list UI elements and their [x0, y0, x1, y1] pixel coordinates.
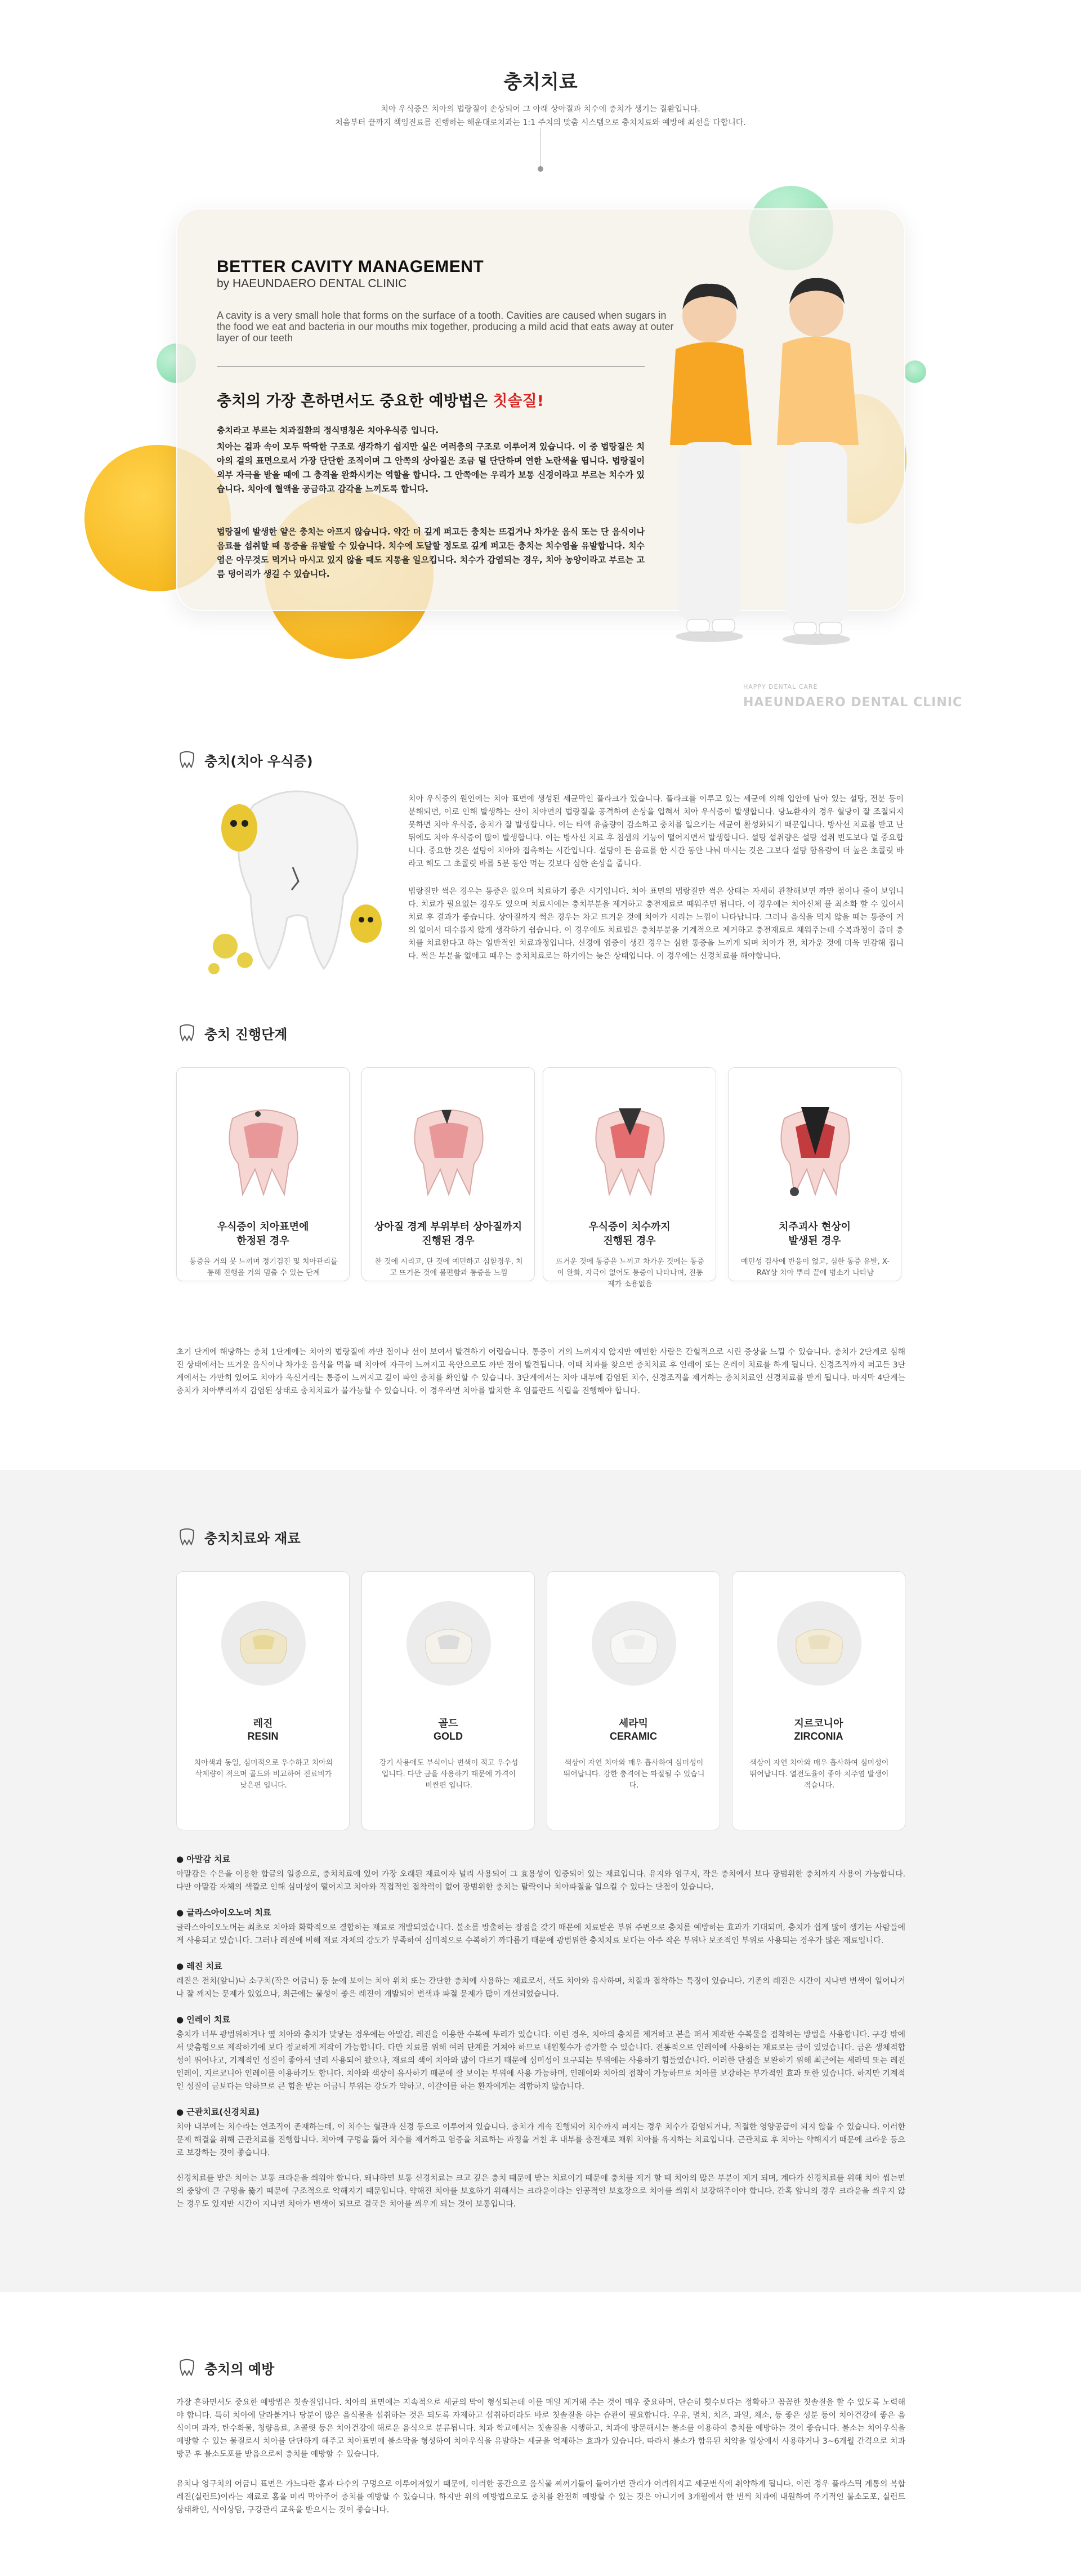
- material-name-kr: 골드: [438, 1718, 458, 1730]
- stage-title-line1: 우식증이 치수까지: [588, 1221, 671, 1233]
- stage-title-line1: 우식증이 치아표면에: [217, 1221, 309, 1233]
- material-name-kr: 레진: [253, 1718, 273, 1730]
- stages-section-header: [176, 1022, 287, 1044]
- stage-description: 뜨거운 것에 통증을 느끼고 차가운 것에는 통증이 완화, 자극이 없어도 통증이 나타나며, 진통제가 소용없음: [556, 1258, 704, 1289]
- intro-question-prefix: 충치의 가장 흔하면서도 중요한 예방법은: [217, 393, 493, 410]
- hero-desc-line2: 처음부터 끝까지 책임진료를 진행하는 해운대로치과는 1:1 주치의 맞춤 시스템으로 충치치료와 예방에 최선을 다합니다.: [335, 118, 746, 127]
- intro-paragraph-2: 법랑질에 발생한 얕은 충치는 아프지 않습니다. 약간 더 깊게 퍼고든 충치는 뜨겁거나 차가운 음식 또는 단 음식이나 음료를 섭취할 때 통증을 유발할 수 있습니다. 치수에 도달할 정도로 깊게 퍼고든 충치는 치수염을 유발합니다. 치수염은 아무것도 먹거나 마시고 있지 않을 때도 지통을 일으킵니다. 치수가 감염되는 경우, 치아 농양이라고 부르는 고름 덩어리가 생길 수 있습니다.: [217, 527, 645, 579]
- intro-para1-line1: 충치라고 부르는 치과질환의 정식명칭은 치아우식증 입니다.: [217, 425, 439, 435]
- clinic-logo-icon: [176, 1022, 198, 1044]
- stage-card: [176, 1067, 350, 1281]
- tooth-stage-icon: [588, 1102, 672, 1197]
- treatment-title: ● 근관치료(신경치료): [176, 2107, 260, 2117]
- treatment-text: 충치가 너무 광범위하거나 옆 치아와 충치가 맞닿는 경우에는 아말감, 레진을 이용한 수복에 무리가 있습니다. 이런 경우, 치아의 충치를 제거하고 본을 떠서 제작한 수복물을 접착하는 방법을 사용합니다. 구강 밖에서 맞춤형으로 제작하기에 보다 정교하게 제작이 가능합니다. 다만 치료를 위해 여러 단계를 거쳐야 하므로 내원횟수가 증가할 수 있습니다. 전통적으로 인레이에 사용하는 재료로는 금이 있었습니다. 금은 생체적합성이 뛰어나고, 기계적인 성질이 좋아서 널리 사용되어 왔으나, 재료의 색이 치아와 많이 다르기 때문에 심미성이 요구되는 부위에는 사용하기 힘들었습니다. 이러한 단점을 보완하기 위해 최근에는 세라믹 또는 레진 인레이, 지르코니아 인레이를 이용하기도 합니다. 치아와 색상이 유사하기 때문에 잘 보이는 부위에 사용 가능하며, 인레이와 치아의 접착이 가능하므로 치아를 보강하는 부가적인 효과 또한 있습니다. 하지만 기계적인 성질이 금보다는 약하므로 큰 힘을 받는 어금니 부위는 강도가 약하고, 이갈이를 하는 환자에게는 적합하지 않습니다.: [176, 2030, 905, 2091]
- treatment-text: 신경치료를 받은 치아는 보통 크라운을 씌워야 합니다. 왜냐하면 보통 신경치료는 크고 깊은 충치 때문에 받는 치료이기 때문에 충치를 제거 할 때 치아의 많은 부분이 제거 되며, 계다가 신경치료를 위해 치아 씹는면의 중앙에 큰 구멍을 뚫기 때문에 구조적으로 약해지기 때문입니다. 약해진 치아를 보호하기 위해서는 크라운이라는 인공적인 보호장으로 치아를 씌워서 보강해주어야 합니다. 간혹 앞니의 경우 크라운을 씌우지 않는 경우도 있지만 시간이 지나면 치아가 변색이 되므로 결국은 치아를 씌우게 되는 것이 보통입니다.: [176, 2174, 905, 2209]
- inlay-icon: [235, 1621, 292, 1666]
- prevention-paragraph-2: 유치나 영구치의 어금니 표면은 가느다란 홈과 다수의 구멍으로 이루어져있기 때문에, 이러한 공간으로 음식물 찌꺼기들이 들어가면 관리가 어려워지고 세균번식에 취약하게 됩니다. 이런 경우 플라스틱 계통의 복합레진(실런트)이라는 재료로 홈을 미리 막아주어 충치를 예방할 수 있습니다. 하지만 위의 예방법으로도 충치를 완전히 예방할 수 있는 것은 아니기에 3개월에서 한 번씩 치과에 내원하여 주기적인 불소도포, 실런트 상태확인, 식이상담, 구강관리 교육을 받으시는 것이 좋습니다.: [176, 2480, 905, 2515]
- watermark-small: HAPPY DENTAL CARE: [743, 683, 818, 690]
- stage-card: [361, 1067, 535, 1281]
- intro-divider: [217, 366, 645, 367]
- treatments-list: [176, 1853, 905, 2223]
- inlay-icon: [421, 1621, 477, 1666]
- stages-after-text: 초기 단계에 해당하는 충치 1단계에는 치아의 법랑질에 까만 점이나 선이 보여서 발견하기 어렵습니다. 통증이 거의 느껴지지 않지만 예민한 사람은 간헐적으로 시린 증상을 느낄 수 있습니다. 충치가 2단계로 심해진 상태에서는 뜨거운 음식이나 차가운 음식을 먹을 때 치아에 자극이 느껴지고 육안으로도 까만 점이 발견됩니다. 이때 치과를 찾으면 충치치료 후 인레이 또는 온레이 치료를 하게 됩니다. 신경조직까지 퍼고든 3단계에서는 가만히 있어도 치아가 욱신거리는 통증이 느껴지고 깊이 파인 충치를 확인할 수 있습니다. 3단계에서는 치아 내부에 감염된 치수, 신경조직을 제거하는 충치치료인 신경치료를 받게 됩니다. 마지막 4단계는 충치가 치아뿌리까지 감염된 상태로 충치치료가 불가능할 수 있습니다. 이 경우라면 치아를 발치한 후 임플란트 식립을 진행해야 합니다.: [176, 1348, 905, 1396]
- material-image: [221, 1601, 306, 1686]
- intro-paragraph-1: [217, 424, 645, 496]
- watermark-large: HAEUNDAERO DENTAL CLINIC: [743, 696, 963, 710]
- children-illustration: [647, 276, 884, 670]
- caries-section-header: [176, 749, 313, 770]
- hero-desc-line1: 치아 우식증은 치아의 법랑질이 손상되어 그 아래 상아질과 치수에 충치가 생기는 질환입니다.: [381, 105, 700, 114]
- stage-card: [543, 1067, 716, 1289]
- clinic-logo-icon: [176, 1526, 198, 1548]
- material-image: [407, 1601, 491, 1686]
- material-description: 치아색과 동일, 심미적으로 우수하고 치아의 삭제량이 적으며 골드와 비교하여 진료비가 낮은편 입니다.: [194, 1759, 333, 1790]
- treatment-text: 글라스아이오노머는 최초로 치아와 화학적으로 결합하는 재료로 개발되었습니다. 불소를 방출하는 장점을 갖기 때문에 치료받은 부위 주변으로 충치를 예방하는 효과가 기대되며, 충치가 쉽게 많이 생기는 사람들에게 사용되고 있습니다. 그러나 레진에 비해 재료 자체의 강도가 부족하여 심미적으로 수복하기 까다롭기 때문에 광범위한 충치치료 보다는 아주 작은 부위나 보조적인 부위로 사용되는 경우가 많은 재료입니다.: [176, 1923, 905, 1945]
- stage-title: [177, 1220, 349, 1248]
- treatment-title: ● 인레이 치료: [176, 2015, 230, 2025]
- treatment-block: [176, 1906, 905, 1947]
- stage-title-line2: 발생된 경우: [788, 1235, 841, 1247]
- stage-title-line2: 진행된 경우: [603, 1235, 656, 1247]
- materials-section-header: [176, 1526, 301, 1548]
- treatment-text: 레진은 전치(앞니)나 소구치(작은 어금니) 등 눈에 보이는 치아 위치 또는 간단한 충치에 사용하는 재료로서, 색도 치아와 유사하며, 치질과 접착하는 특징이 있습니다. 기존의 레진은 시간이 지나면 변색이 일어나거나 잘 깨지는 문제가 있었으나, 최근에는 물성이 좋은 레진이 개발되어 변색과 파절 문제가 많이 개선되었습니다.: [176, 1977, 905, 1999]
- material-image: [777, 1601, 861, 1686]
- stage-description: 통증을 거의 못 느끼며 정기검진 및 치아관리를 통해 진행을 거의 멈출 수 있는 단계: [189, 1258, 338, 1277]
- material-name-en: GOLD: [434, 1731, 463, 1742]
- material-card: [361, 1571, 535, 1830]
- intro-question: [217, 389, 544, 411]
- material-name-en: ZIRCONIA: [794, 1731, 843, 1742]
- stage-title-line1: 치주괴사 현상이: [779, 1221, 851, 1233]
- treatment-title: ● 레진 치료: [176, 1961, 222, 1971]
- page-title: 충치치료: [503, 71, 578, 93]
- material-description: 색상이 자연 치아와 매우 흡사하여 심미성이 뛰어납니다. 열전도율이 좋아 치주염 발생이 적습니다.: [749, 1759, 889, 1790]
- stage-title: [362, 1220, 534, 1248]
- tooth-character-illustration: [203, 783, 388, 980]
- stage-card: [728, 1067, 901, 1281]
- inlay-icon: [606, 1621, 662, 1666]
- treatment-block: [176, 2106, 905, 2160]
- intro-question-highlight: 칫솔질!: [493, 393, 544, 410]
- material-card: [547, 1571, 720, 1830]
- stage-description: 예민성 검사에 반응이 없고, 심한 통증 유발, X-RAY상 치아 뿌리 끝에 병소가 나타남: [741, 1258, 890, 1277]
- tooth-stage-icon: [221, 1102, 306, 1197]
- caries-paragraph-2: 법랑질만 썩은 경우는 통증은 없으며 치료하기 좋은 시기입니다. 치아 표면의 법랑질만 썩은 상태는 자세히 관찰해보면 까만 점이나 줄이 보입니다. 치료가 필요없는 경우도 있으며 치료시에는 충치부분을 제거하고 충전재료로 때워주면 됩니다. 이 경우에는 치아신체 를 최소화 할 수 있어서 치료 후 결과가 좋습니다. 상아질까지 썩은 경우는 차고 뜨거운 것에 치아가 시리는 느낌이 나타납니다. 그러나 음식을 먹지 않을 때는 통증이 거의 없어서 대수롭지 않게 생각하기 쉽습니다. 이 경우에도 치료법은 충치부분을 기계적으로 제거하고 충전재료로 채워주는데 수복과정이 좀더 충치를 치료한다고 하는 일반적인 치료과정입니다. 신경에 염증이 생긴 경우는 심한 통증을 느끼게 되며 치아가 전, 치가운 것에 더욱 민감해 집니다. 썩은 부분을 없애고 때우는 충치치료로는 하기에는 늦은 상태입니다. 이 경우에는 신경치료를 해야합니다.: [408, 887, 904, 961]
- stage-title-line1: 상아질 경계 부위부터 상아질까지: [374, 1221, 522, 1233]
- prevention-section-title: 충치의 예방: [204, 2361, 275, 2377]
- tooth-stage-icon: [407, 1102, 491, 1197]
- intro-subheading: by HAEUNDAERO DENTAL CLINIC: [217, 277, 407, 290]
- material-name-kr: 세라믹: [618, 1718, 649, 1730]
- clinic-logo-icon: [176, 749, 198, 770]
- intro-english-text: A cavity is a very small hole that forms on the surface of a tooth. Cavities are caused when sugars in the food we eat and bacteria in our mouths mix together, producing a mild acid that eats away at outer layer of our teeth: [217, 310, 674, 344]
- material-description: 강기 사용에도 부식이나 변색이 적고 우수성입니다. 다만 금을 사용하기 때문에 가격이 비싼편 입니다.: [379, 1759, 519, 1790]
- material-name-en: CERAMIC: [610, 1731, 657, 1742]
- material-name-kr: 지르코니아: [794, 1718, 843, 1730]
- caries-paragraph-1: 치아 우식증의 원인에는 치아 표면에 생성된 세균막인 플라크가 있습니다. 플라크를 이루고 있는 세균에 의해 입안에 남아 있는 설탕, 전분 등이 분해되면, 이로 인해 발생하는 산이 치아면의 법랑질을 공격하여 손상을 입혀서 치아 우식증이 발생합니다. 당뇨환자의 경우 혈당이 잘 조절되지 못하면 치아 우식증, 충치가 잘 발생합니다. 이는 타액 유출량이 감소하고 충치를 일으키는 세균이 활성화되기 때문입니다. 방사선 치료를 받고 난 뒤에도 치아 우식증이 많이 발생합니다. 이는 방사선 치료 후 침샘의 기능이 떨어지면서 발생합니다. 설탕 섭취량은 설탕 섭취 빈도보다 덜 중요합니다. 중요한 것은 설탕이 치아와 접촉하는 시간입니다. 설탕이 든 음료를 한 시간 동안 나눠 마시는 것은 그보다 설탕 함유량이 더 높은 초콜릿 바라고 해도 그 초콜릿 바를 5분 동안 먹는 것보다 심한 손상을 줍니다.: [408, 795, 904, 868]
- caries-section-title: 충치(치아 우식증): [204, 753, 313, 769]
- clinic-logo-icon: [176, 2357, 198, 2378]
- treatment-title: ● 아말감 치료: [176, 1854, 230, 1864]
- material-name-en: RESIN: [247, 1731, 279, 1742]
- treatment-text: 아말감은 수은을 이용한 합금의 일종으로, 충치치료에 있어 가장 오래된 재료이자 널리 사용되어 그 효용성이 입증되어 있는 재료입니다. 유지와 염구지, 작은 충치에서 보다 광범위한 충치까지 사용이 가능합니다. 다만 아말감 자체의 색깔로 인해 심미성이 떨어지고 치아와 직접적인 접착력이 없어 광범위한 충치는 탈락이나 치아파절을 일으킬 수 있다는 단점이 있습니다.: [176, 1870, 905, 1892]
- materials-section-title: 충치치료와 재료: [204, 1530, 301, 1547]
- treatment-title: ● 글라스아이오노머 치료: [176, 1908, 271, 1918]
- hero-description: [0, 102, 1081, 130]
- stage-title: [729, 1220, 901, 1248]
- stage-description: 찬 것에 시리고, 단 것에 예민하고 심할경우, 치고 뜨거운 것에 불편함과 통증을 느낌: [374, 1258, 523, 1277]
- tooth-stage-icon: [773, 1102, 857, 1197]
- stage-title-line2: 한정된 경우: [236, 1235, 289, 1247]
- green-blob-right: [904, 360, 926, 383]
- inlay-icon: [791, 1621, 847, 1666]
- prevention-paragraph-1: 가장 흔하면서도 중요한 예방법은 칫솔질입니다. 치아의 표면에는 지속적으로 세균의 막이 형성되는데 이를 매일 제거해 주는 것이 매우 중요하며, 단순히 횟수보다는 정확하고 꼼꼼한 칫솔질을 할 수 있도록 노력해야 합니다. 특히 치아에 달라붙거나 당분이 많은 음식물을 섭취하는 것은 되도록 자제하고 섭취하더라도 바로 칫솔질을 하는 습관이 필요합니다. 우유, 멸치, 치즈, 과일, 채소, 등 좋은 성분 등이 치아건강에 좋은 음식이며 과자, 탄수화물, 청량음료, 초콜릿 등은 치아건강에 해로운 음식으로 분류됩니다. 치과 학교에서는 칫솔질을 시행하고, 치과에 방문해서는 불소를 이용하여 충치를 예방하는 것이 좋습니다. 불소는 치아우식을 예방할 수 있는 물질로서 치아를 단단하게 해주고 치아표면에 불소막을 형성하여 치아우식을 유발하는 세균을 억제하는 효과가 있습니다. 따라서 불소가 함유된 치약을 일상에서 사용하거나 3~6개월 간격으로 치과방문 후 불소도포를 받음으로써 충치를 예방할 수 있습니다.: [176, 2398, 905, 2459]
- treatment-block: [176, 2013, 905, 2093]
- stage-title: [543, 1220, 716, 1248]
- stage-title-line2: 진행된 경우: [422, 1235, 475, 1247]
- treatment-block: [176, 1853, 905, 1894]
- stages-section-title: 충치 진행단계: [204, 1026, 288, 1042]
- material-card: [176, 1571, 350, 1830]
- material-description: 색상이 자연 치아와 매우 흡사하여 심미성이 뛰어납니다. 강한 충격에는 파절될 수 있습니다.: [563, 1759, 705, 1790]
- prevention-section-header: [176, 2357, 274, 2378]
- intro-para1-line2: 치아는 겉과 속이 모두 딱딱한 구조로 생각하기 쉽지만 실은 여러층의 구조로 이루어져 있습니다. 이 중 법랑질은 치아의 겉의 표면으로서 가장 단단한 조직이며 그 안쪽의 상아질은 조금 덜 단단하며 연한 노란색을 띱니다. 법랑질이 외부 자극을 받을 때에 그 충격을 완화시키는 역할을 합니다. 그 안쪽에는 우리가 보통 신경이라고 부르는 치수가 있습니다. 치아에 혈액을 공급하고 감각을 느끼도록 합니다.: [217, 442, 645, 494]
- intro-heading: BETTER CAVITY MANAGEMENT: [217, 257, 484, 276]
- treatment-block: [176, 2172, 905, 2211]
- hero-dot: [538, 166, 543, 172]
- material-image: [592, 1601, 676, 1686]
- treatment-block: [176, 1960, 905, 2001]
- treatment-text: 치아 내부에는 치수라는 연조직이 존재하는데, 이 치수는 혈관과 신경 등으로 이루어져 있습니다. 충치가 계속 진행되어 치수까지 퍼지는 경우 치수가 감염되거나, 적절한 영양공급이 되지 않을 수 있습니다. 이러한 문제 해결을 위해 근관치료를 진행합니다. 치아에 구멍을 뚫어 치수를 제거하고 염증을 치료하는 과정을 거친 후 내부를 충전재로 채워 치아를 유지하는 치료입니다. 근관치료 후 치아는 약해지기 때문에 크라운 등으로 보강하는 것이 좋습니다.: [176, 2123, 905, 2158]
- material-card: [732, 1571, 905, 1830]
